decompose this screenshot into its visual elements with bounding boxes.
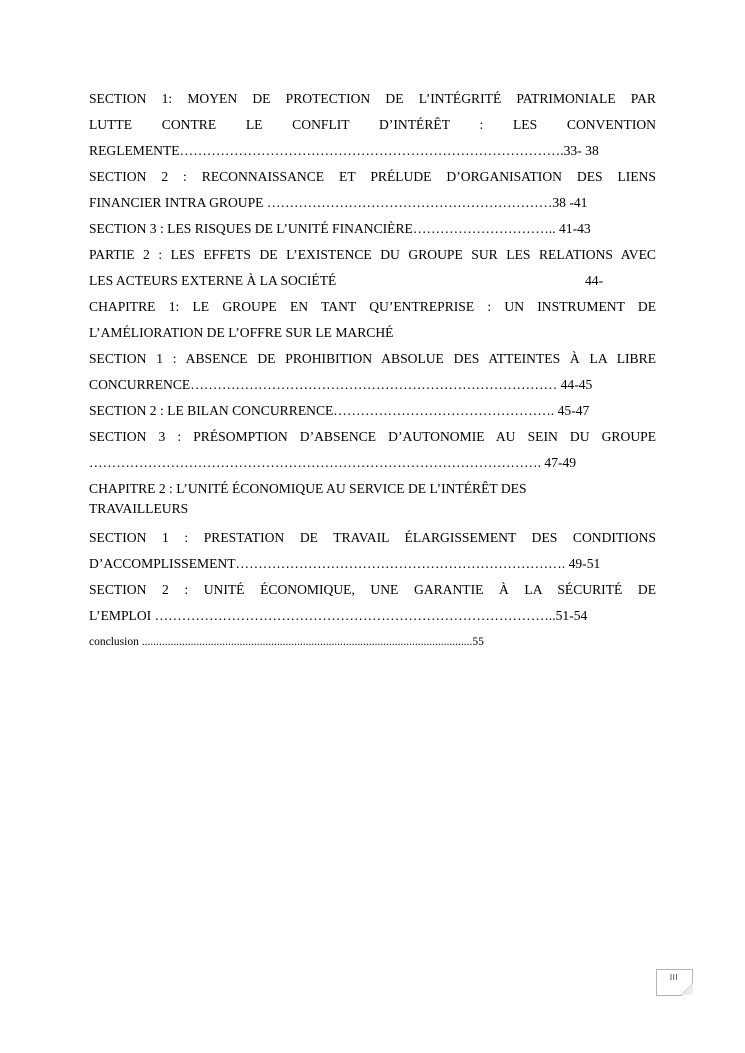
- toc-entry-section-2[interactable]: [89, 164, 656, 216]
- toc-entry-conclusion[interactable]: [89, 629, 656, 655]
- toc-entry-chapitre-1[interactable]: [89, 294, 656, 346]
- toc-entry-section-3[interactable]: [89, 216, 656, 242]
- toc-line: ………………………………………………………………………………………. 47-49: [89, 455, 577, 470]
- toc-entry-chapitre-2[interactable]: [89, 479, 656, 519]
- toc-entry-chapitre-1-section-2[interactable]: [89, 398, 656, 424]
- toc-line: REGLEMENTE………………………………………………………………………….33- 38: [89, 143, 599, 158]
- toc-page-ref: 44-: [585, 273, 604, 288]
- toc-line-text: LES ACTEURS EXTERNE À LA SOCIÉTÉ: [89, 273, 337, 288]
- toc-entry-chapitre-1-section-1[interactable]: [89, 346, 656, 398]
- toc-line: CHAPITRE 2 : L’UNITÉ ÉCONOMIQUE AU SERVICE DE L’INTÉRÊT DES: [89, 481, 527, 496]
- toc-line: SECTION 1 : ABSENCE DE PROHIBITION ABSOLUE DES ATTEINTES À LA LIBRE: [89, 351, 656, 366]
- toc-entry-chapitre-1-section-3[interactable]: [89, 424, 656, 476]
- toc-line: CHAPITRE 1: LE GROUPE EN TANT QU’ENTREPRISE : UN INSTRUMENT DE: [89, 299, 656, 314]
- toc-entry-section-1[interactable]: [89, 86, 656, 164]
- toc-line: SECTION 2 : UNITÉ ÉCONOMIQUE, UNE GARANTIE À LA SÉCURITÉ DE: [89, 582, 656, 597]
- toc-line: [89, 268, 656, 294]
- toc-line: SECTION 1: MOYEN DE PROTECTION DE L’INTÉGRITÉ PATRIMONIALE PAR: [89, 91, 656, 106]
- table-of-contents: [89, 86, 656, 655]
- toc-line: CONCURRENCE……………………………………………………………………… 44-45: [89, 377, 593, 392]
- toc-line: L’EMPLOI ……………………………………………………………………………..51-54: [89, 608, 588, 623]
- toc-entry-chapitre-2-section-1[interactable]: [89, 525, 656, 577]
- toc-line: conclusion ...................................................................................................................55: [89, 636, 484, 648]
- toc-entry-partie-2[interactable]: [89, 242, 656, 294]
- toc-line: L’AMÉLIORATION DE L’OFFRE SUR LE MARCHÉ: [89, 325, 394, 340]
- toc-line: D’ACCOMPLISSEMENT………………………………………………………………. 49-51: [89, 556, 601, 571]
- toc-line: FINANCIER INTRA GROUPE ………………………………………………………38 -41: [89, 195, 588, 210]
- toc-line: SECTION 3 : PRÉSOMPTION D’ABSENCE D’AUTONOMIE AU SEIN DU GROUPE: [89, 429, 656, 444]
- toc-line: LUTTE CONTRE LE CONFLIT D’INTÉRÊT : LES CONVENTION: [89, 117, 656, 132]
- page-number: III: [669, 973, 679, 982]
- toc-line: SECTION 3 : LES RISQUES DE L’UNITÉ FINANCIÈRE………………………….. 41-43: [89, 221, 591, 236]
- toc-entry-chapitre-2-section-2[interactable]: [89, 577, 656, 629]
- page-curl-icon: [681, 983, 693, 995]
- toc-line: SECTION 2 : LE BILAN CONCURRENCE…………………………………………. 45-47: [89, 403, 590, 418]
- toc-line: SECTION 2 : RECONNAISSANCE ET PRÉLUDE D’ORGANISATION DES LIENS: [89, 169, 656, 184]
- toc-line: PARTIE 2 : LES EFFETS DE L’EXISTENCE DU GROUPE SUR LES RELATIONS AVEC: [89, 247, 656, 262]
- toc-line: SECTION 1 : PRESTATION DE TRAVAIL ÉLARGISSEMENT DES CONDITIONS: [89, 530, 656, 545]
- toc-line: TRAVAILLEURS: [89, 501, 189, 516]
